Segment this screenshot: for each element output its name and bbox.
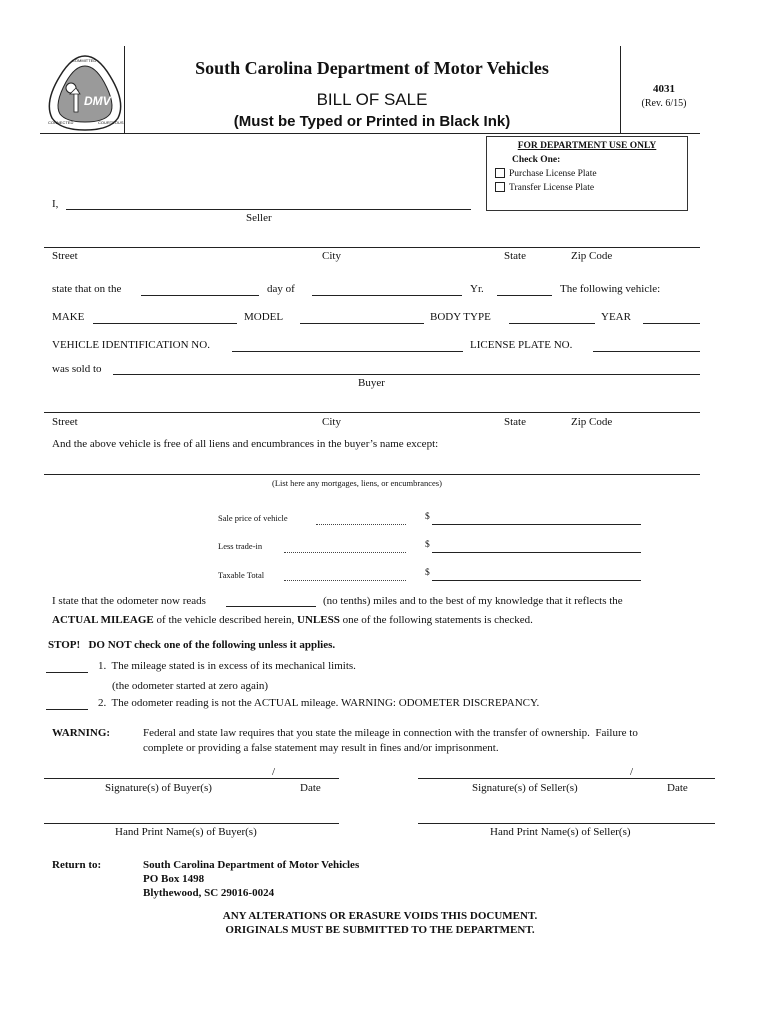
warning-text-line2: complete or providing a false statement may result in fines and/or imprisonment. — [143, 742, 499, 754]
mileage-exceeds-checkline[interactable] — [46, 672, 88, 673]
body-type-label: BODY TYPE — [430, 311, 491, 323]
liens-statement: And the above vehicle is free of all liens and encumbrances in the buyer’s name except: — [52, 438, 439, 450]
logo-ring-top: COMMITTED — [72, 58, 97, 63]
form-revision: (Rev. 6/15) — [641, 98, 687, 109]
logo-ring-right: COURTEOUS — [98, 120, 124, 125]
seller-print-name-label: Hand Print Name(s) of Seller(s) — [490, 826, 631, 838]
vin-field[interactable] — [232, 351, 463, 352]
model-field[interactable] — [300, 323, 424, 324]
footer-alterations-notice: ANY ALTERATIONS OR ERASURE VOIDS THIS DOCUMENT. — [222, 910, 538, 922]
buyer-date-label: Date — [300, 782, 321, 794]
transfer-plate-checkbox[interactable] — [495, 182, 505, 192]
odometer-line1-b: (no tenths) miles and to the best of my knowledge that it reflects the — [323, 595, 623, 607]
yr-label: Yr. — [470, 283, 484, 295]
return-to-label: Return to: — [52, 859, 102, 871]
seller-street-label: Street — [52, 250, 78, 262]
return-address-line3: Blythewood, SC 29016-0024 — [143, 887, 275, 899]
body-type-field[interactable] — [509, 323, 595, 324]
license-plate-field[interactable] — [593, 351, 700, 352]
odometer-reading-field[interactable] — [226, 606, 316, 607]
following-vehicle-label: The following vehicle: — [560, 283, 661, 295]
warning-label: WARNING: — [52, 727, 111, 739]
return-address-line1: South Carolina Department of Motor Vehicles — [143, 859, 360, 871]
not-actual-mileage-checkline[interactable] — [46, 709, 88, 710]
seller-signature-label: Signature(s) of Seller(s) — [472, 782, 578, 794]
sale-price-label: Sale price of vehicle — [218, 513, 288, 523]
department-use-title: FOR DEPARTMENT USE ONLY — [517, 141, 657, 151]
seller-sig-slash: / — [630, 766, 634, 778]
buyer-name-field[interactable] — [113, 374, 700, 375]
model-label: MODEL — [244, 311, 284, 323]
liens-caption: (List here any mortgages, liens, or encumbrances) — [272, 478, 442, 488]
buyer-print-name-field[interactable] — [44, 823, 339, 824]
buyer-signature-field[interactable] — [44, 778, 339, 779]
seller-label: Seller — [246, 212, 272, 224]
header-bottom-rule — [40, 133, 700, 134]
odometer-line2 — [52, 614, 533, 626]
check-one-label: Check One: — [512, 155, 561, 165]
actual-mileage-text: ACTUAL MILEAGE — [52, 614, 154, 626]
logo-ring-left: CONNECTED — [48, 120, 74, 125]
taxable-total-label: Taxable Total — [218, 570, 265, 580]
footer-originals-notice: ORIGINALS MUST BE SUBMITTED TO THE DEPARTMENT. — [225, 924, 535, 936]
page-subtitle: (Must be Typed or Printed in Black Ink) — [233, 113, 511, 130]
seller-name-field[interactable] — [66, 209, 471, 210]
seller-print-name-field[interactable] — [418, 823, 715, 824]
state-that-on-label: state that on the — [52, 283, 122, 295]
license-plate-label: LICENSE PLATE NO. — [470, 339, 573, 351]
taxable-total-dots — [284, 580, 406, 581]
department-use-box — [486, 136, 688, 211]
statements-checked-text: one of the following statements is checked. — [339, 614, 533, 626]
logo-text: DMV — [84, 94, 111, 108]
stop-notice: STOP! DO NOT check one of the following unless it applies. — [48, 639, 336, 651]
transfer-plate-label: Transfer License Plate — [509, 183, 595, 194]
purchase-plate-option[interactable] — [495, 169, 597, 179]
mileage-exceeds-option: 1. The mileage stated is in excess of its mechanical limits. — [98, 660, 356, 672]
seller-address-field[interactable] — [44, 247, 700, 248]
taxable-total-field[interactable] — [432, 580, 641, 581]
purchase-plate-label: Purchase License Plate — [509, 169, 597, 180]
form-number: 4031 — [653, 83, 675, 95]
seller-signature-field[interactable] — [418, 778, 715, 779]
warning-text-line1: Federal and state law requires that you state the mileage in connection with the transfer of ownership. Failure to — [143, 727, 638, 739]
make-label: MAKE — [52, 311, 85, 323]
trade-in-field[interactable] — [432, 552, 641, 553]
not-actual-mileage-option: 2. The odometer reading is not the ACTUAL mileage. WARNING: ODOMETER DISCREPANCY. — [98, 697, 540, 709]
trade-in-dollar: $ — [425, 540, 430, 550]
was-sold-to-label: was sold to — [52, 363, 102, 375]
seller-city-label: City — [322, 250, 341, 262]
vin-label: VEHICLE IDENTIFICATION NO. — [52, 339, 210, 351]
odometer-zero-note: (the odometer started at zero again) — [112, 680, 269, 692]
day-of-label: day of — [267, 283, 295, 295]
seller-state-label: State — [504, 250, 526, 262]
dmv-logo — [40, 52, 130, 134]
buyer-sig-slash: / — [272, 766, 276, 778]
year-label: YEAR — [601, 311, 631, 323]
sale-price-dollar: $ — [425, 512, 430, 522]
buyer-label: Buyer — [358, 377, 385, 389]
described-herein-text: of the vehicle described herein, — [153, 614, 298, 626]
trade-in-dots — [284, 552, 406, 553]
taxable-total-dollar: $ — [425, 568, 430, 578]
purchase-plate-checkbox[interactable] — [495, 168, 505, 178]
seller-zip-label: Zip Code — [571, 250, 613, 262]
buyer-address-field[interactable] — [44, 412, 700, 413]
buyer-signature-label: Signature(s) of Buyer(s) — [105, 782, 212, 794]
buyer-print-name-label: Hand Print Name(s) of Buyer(s) — [115, 826, 257, 838]
odometer-line1-a: I state that the odometer now reads — [52, 595, 206, 607]
liens-field[interactable] — [44, 474, 700, 475]
year-field[interactable] — [643, 323, 700, 324]
unless-text: UNLESS — [297, 614, 340, 626]
transfer-plate-option[interactable] — [495, 183, 594, 193]
buyer-street-label: Street — [52, 416, 78, 428]
sale-month-field[interactable] — [312, 295, 462, 296]
buyer-zip-label: Zip Code — [571, 416, 613, 428]
return-address-line2: PO Box 1498 — [143, 873, 205, 885]
trade-in-label: Less trade-in — [218, 541, 263, 551]
sale-price-field[interactable] — [432, 524, 641, 525]
page-title: BILL OF SALE — [316, 90, 428, 109]
seller-date-label: Date — [667, 782, 688, 794]
agency-title: South Carolina Department of Motor Vehicles — [195, 58, 549, 78]
sale-day-field[interactable] — [141, 295, 259, 296]
sale-year-field[interactable] — [497, 295, 552, 296]
buyer-city-label: City — [322, 416, 341, 428]
i-label: I, — [52, 198, 59, 210]
sale-price-dots — [316, 524, 406, 525]
make-field[interactable] — [93, 323, 237, 324]
buyer-state-label: State — [504, 416, 526, 428]
